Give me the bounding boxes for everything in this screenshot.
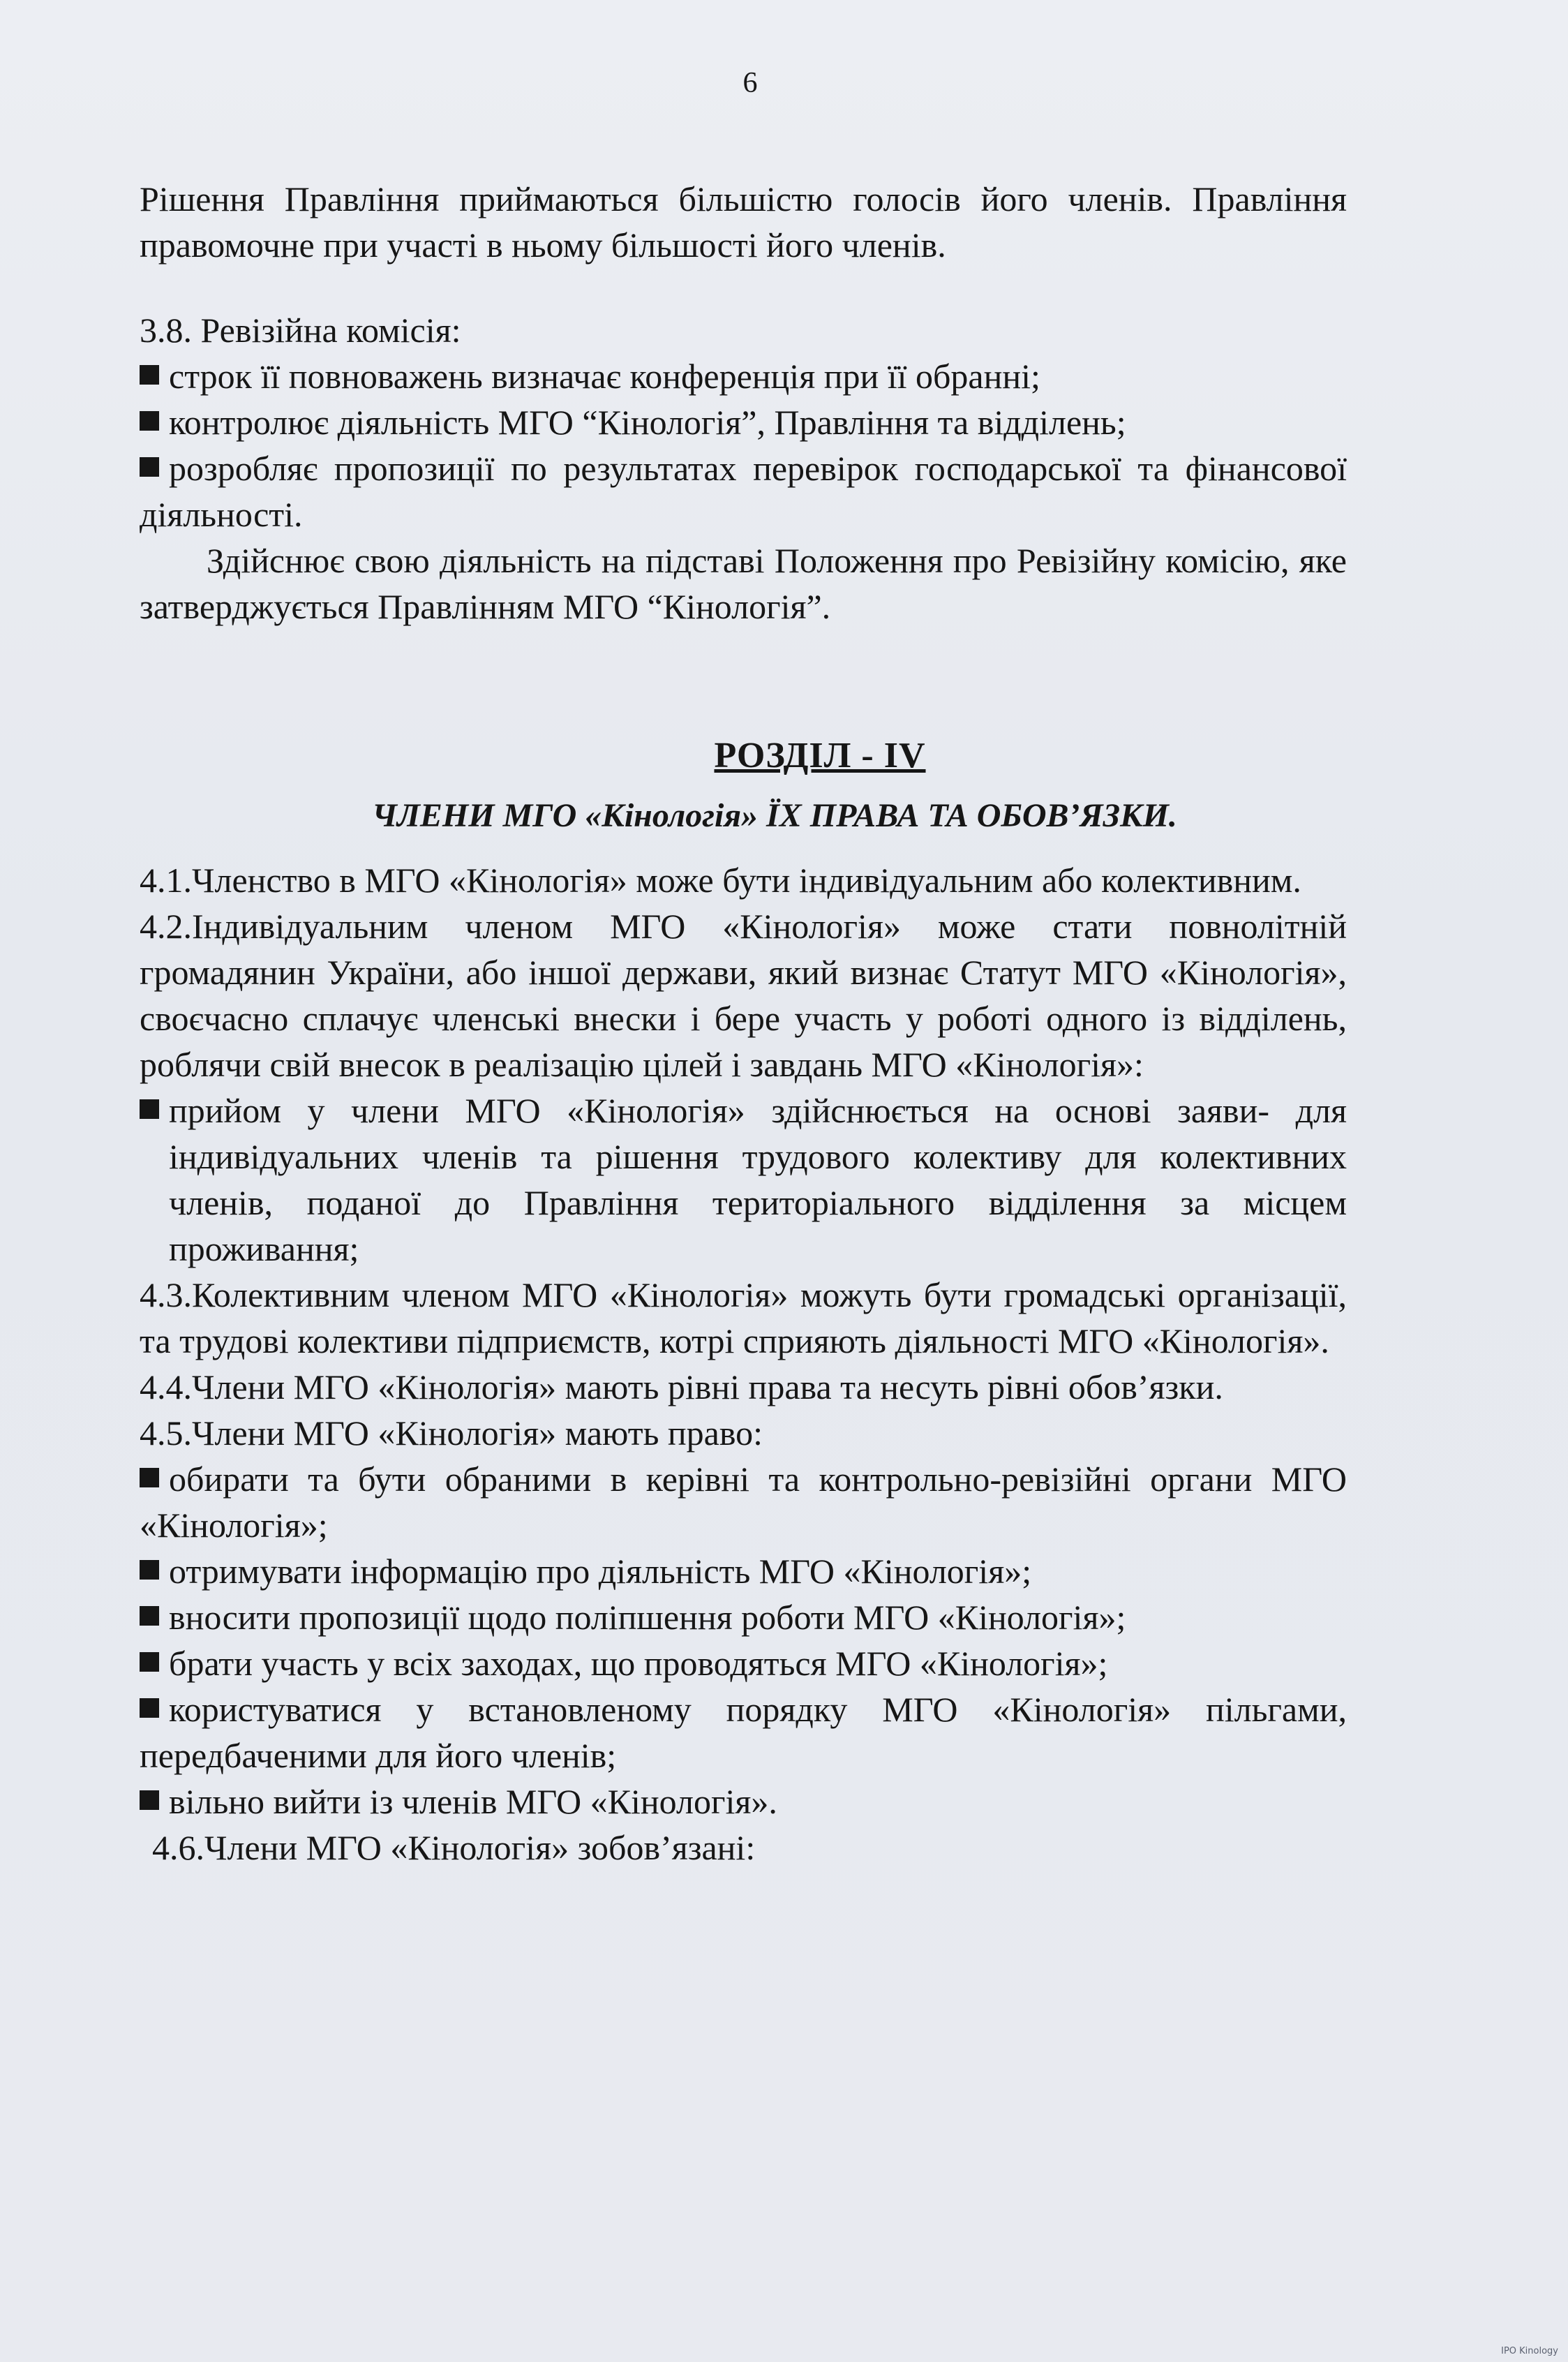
list-item — [140, 353, 1347, 399]
square-bullet-icon — [140, 411, 159, 431]
list-item-text: прийом у члени МГО «Кінологія» здійснюється на основі заяви- для індивідуальних членів та рішення трудового колективу для колективних членів, поданої до Правління територіального відділення за місцем проживання; — [169, 1091, 1347, 1268]
list-item — [140, 1594, 1347, 1640]
list-item — [140, 399, 1347, 445]
list-item — [140, 1087, 1347, 1272]
list-item — [140, 1640, 1347, 1686]
square-bullet-icon — [140, 1698, 159, 1718]
list-item-text: розробляє пропозиції по результатах перевірок господарської та фінансової діяльності. — [140, 449, 1347, 534]
watermark: IPO Kinology — [1501, 2346, 1558, 2356]
list-item — [140, 445, 1347, 537]
list-item — [140, 1548, 1347, 1594]
list-item — [140, 1778, 1347, 1825]
list-item-text: брати участь у всіх заходах, що проводяться МГО «Кінологія»; — [169, 1644, 1108, 1683]
square-bullet-icon — [140, 1099, 159, 1119]
square-bullet-icon — [140, 457, 159, 477]
list-item — [140, 1686, 1347, 1778]
square-bullet-icon — [140, 365, 159, 385]
paragraph-board-decisions: Рішення Правління приймаються більшістю голосів його членів. Правління правомочне при участі в ньому більшості його членів. — [140, 179, 1347, 265]
section-subheading: ЧЛЕНИ МГО «Кінологія» ЇХ ПРАВА ТА ОБОВ’ЯЗКИ. — [372, 797, 1177, 834]
clause-4-6: 4.6.Члени МГО «Кінологія» зобов’язані: — [152, 1828, 756, 1867]
list-item-text: вільно вийти із членів МГО «Кінологія». — [169, 1782, 777, 1821]
paragraph-audit-regulation: Здійснює свою діяльність на підставі Положення про Ревізійну комісію, яке затверджується Правлінням МГО “Кінологія”. — [140, 541, 1347, 626]
list-item-text: користуватися у встановленому порядку МГО «Кінологія» пільгами, передбаченими для його членів; — [140, 1690, 1347, 1775]
clause-4-1: 4.1.Членство в МГО «Кінологія» може бути індивідуальним або колективним. — [140, 861, 1301, 900]
square-bullet-icon — [140, 1606, 159, 1626]
clause-4-4: 4.4.Члени МГО «Кінологія» мають рівні права та несуть рівні обов’язки. — [140, 1367, 1223, 1406]
square-bullet-icon — [140, 1790, 159, 1810]
square-bullet-icon — [140, 1652, 159, 1672]
clause-4-2: 4.2.Індивідуальним членом МГО «Кінологія» може стати повнолітній громадянин України, або іншої держави, який визнає Статут МГО «Кінологія», своєчасно сплачує членські внески і бере участь у роботі одного із відділень, роблячи свій внесок в реалізацію цілей і завдань МГО «Кінологія»: — [140, 907, 1347, 1084]
list-item-text: отримувати інформацію про діяльність МГО «Кінологія»; — [169, 1552, 1032, 1591]
list-item-text: вносити пропозиції щодо поліпшення роботи МГО «Кінологія»; — [169, 1598, 1126, 1637]
page-number: 6 — [742, 67, 758, 99]
list-item-text: контролює діяльність МГО “Кінологія”, Правління та відділень; — [169, 403, 1126, 442]
clause-3-8-title: 3.8. Ревізійна комісія: — [140, 311, 461, 350]
list-item-text: строк її повноважень визначає конференція при її обранні; — [169, 357, 1040, 396]
document-body — [140, 176, 1347, 1871]
clause-4-5: 4.5.Члени МГО «Кінологія» мають право: — [140, 1413, 763, 1453]
clause-4-3: 4.3.Колективним членом МГО «Кінологія» можуть бути громадські організації, та трудові колективи підприємств, котрі сприяють діяльності МГО «Кінологія». — [140, 1275, 1347, 1360]
section-heading: РОЗДІЛ - IV — [714, 736, 926, 775]
list-item-text: обирати та бути обраними в керівні та контрольно-ревізійні органи МГО «Кінологія»; — [140, 1459, 1347, 1545]
square-bullet-icon — [140, 1560, 159, 1580]
list-item — [140, 1456, 1347, 1548]
square-bullet-icon — [140, 1468, 159, 1487]
